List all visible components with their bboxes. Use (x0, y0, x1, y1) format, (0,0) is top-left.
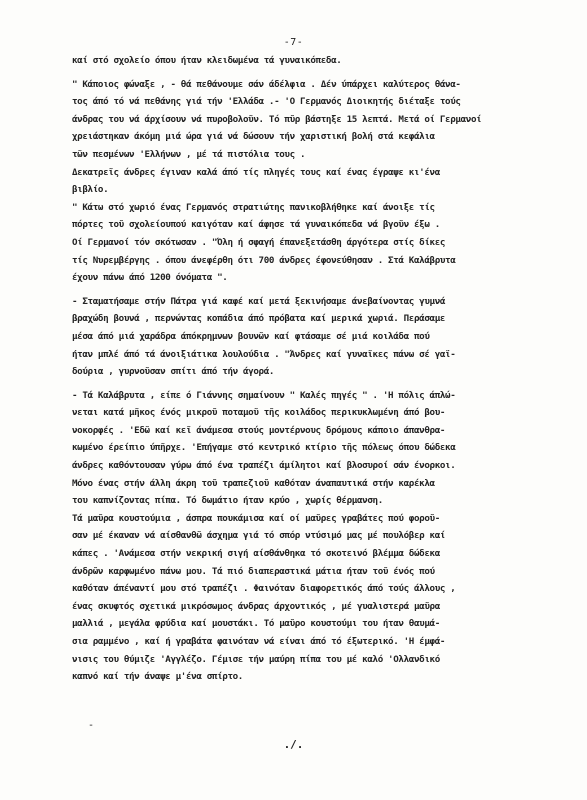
text-line: " Κάποιος φώναξε , - θά πεθάνουμε σάν άδέλφια . Δέν ύπάρχει καλύτερος θάνα- (72, 78, 461, 90)
text-line: χρειάστηκαν άκόμη μιά ώρα γιά νά δώσουν τήν χαριστική βολή στά κεφάλια (72, 131, 435, 143)
page-number: -7- (283, 37, 304, 48)
text-line: άνδρῶν καρφωμένο πάνω μου. Τά πιό διαπεραστικά μάτια ήταν τοῦ ένός πού (72, 565, 435, 577)
text-line: καθόταν άπέναντί μου στό τραπέζι . Φαινόταν διαφορετικός άπό τούς άλλους , (72, 583, 456, 595)
text-line: άνδρας του νά άρχίσουν νά πυροβολοῦν. Τό πῦρ βάστηξε 15 λεπτά. Μετά οί Γερμανοί (72, 113, 482, 125)
text-line: μέσα άπό μιά χαράδρα άπόκρημνων βουνῶν καί φτάσαμε σέ μιά κοιλάδα πού (72, 330, 430, 342)
text-line: τος άπό τό νά πεθάνης γιά τήν 'Ελλάδα .- 'Ο Γερμανός Διοικητής διέταξε τούς (72, 96, 461, 108)
text-line: ένας σκυφτός σχετικά μικρόσωμος άνδρας άρχοντικός , μέ γυαλιστερά μαῦρα (72, 600, 440, 612)
text-line: σια ραμμένο , καί ή γραβάτα φαινόταν νά είναι άπό τό έξωτερικό. 'Η έμφά- (72, 636, 446, 647)
text-line: Οί Γερμανοί τόν σκότωσαν . "Όλη ή σφαγή έπανεξετάσθη άργότερα στίς δίκες (72, 236, 446, 248)
footer-dash: - (88, 720, 95, 731)
text-line: καί στό σχολείο όπου ήταν κλειδωμένα τά γυναικόπεδα. (72, 55, 342, 66)
text-line: κωμένο έρείπιο ύπῆρχε. 'Επήγαμε στό κεντρικό κτίριο τῆς πόλεως όπου δώδεκα (72, 442, 456, 454)
text-line: δούρια , γυρνοῦσαν σπίτι άπό τήν άγορά. (72, 366, 275, 378)
text-line: έχουν πάνω άπό 1200 όνόματα ". (72, 272, 228, 284)
body-text (72, 52, 582, 686)
text-line: καπνό καί τήν άναψε μ'ένα σπίρτο. (72, 671, 243, 683)
text-line: νισις του θύμιζε 'Αγγλέζο. Γέμισε τήν μαύρη πίπα του μέ καλό 'Ολλανδικό (72, 653, 440, 665)
text-line: τίς Νυρεμβέργης . όπου άνεφέρθη ότι 700 άνδρες έφονεύθησαν . Στά Καλάβρυτα (72, 254, 456, 266)
text-line: νοκορφές . 'Εδῶ καί κεῖ άνάμεσα στούς μοντέρνους δρόμους κάποιο άπανθρα- (72, 424, 446, 436)
text-line: του καπνίζοντας πίπα. Τό δωμάτιο ήταν κρύο , χωρίς θέρμανση. (72, 495, 383, 507)
text-line: Τά μαῦρα κουστούμια , άσπρα πουκάμισα καί οί μαῦρες γραβάτες πού φοροῦ- (72, 512, 440, 524)
text-line: σαν μέ έκαναν νά αίσθανθῶ άσχημα γιά τό σπόρ ντύσιμό μας μέ πουλόβερ καί (72, 530, 446, 542)
text-line: ήταν μπλέ άπό τά άνοιξιάτικα λουλούδια . "Άνδρες καί γυναῖκες πάνω σέ γαϊ- (72, 348, 456, 360)
text-line: βιβλίο. (72, 184, 109, 196)
text-line: Μόνο ένας στήν άλλη άκρη τοῦ τραπεζιοῦ καθόταν άναπαυτικά στήν καρέκλα (72, 477, 435, 489)
text-line: βραχώδη βουνά , περνώντας κοπάδια άπό πρόβατα καί μερικά χωριά. Περάσαμε (72, 313, 446, 325)
text-line: τῶν πεσμένων 'Ελλήνων , μέ τά πιστόλια τους . (72, 148, 306, 160)
text-line: κάπες . 'Ανάμεσα στήν νεκρική σιγή αίσθάνθηκα τό σκοτεινό βλέμμα δώδεκα (72, 548, 440, 560)
continuation-mark: ./. (283, 738, 304, 751)
text-line: νεται κατά μῆκος ένός μικροῦ ποταμοῦ τῆς κοιλάδος περικυκλωμένη άπό βου- (72, 407, 446, 419)
text-line: - Τά Καλάβρυτα , είπε ό Γιάννης σημαίνουν " Καλές πηγές " . 'Η πόλις άπλώ- (72, 389, 456, 401)
text-line: πόρτες τοῦ σχολείουπού καιγόταν καί άφησε τά γυναικόπεδα νά βγοῦν έξω . (72, 219, 440, 231)
text-line: μαλλιά , μεγάλα φρύδια καί μουστάκι. Τό μαῦρο κουστούμι του ήταν θαυμά- (72, 618, 440, 630)
text-line: Δεκατρεῖς άνδρες έγιναν καλά άπό τίς πληγές τους καί ένας έγραψε κι'ένα (72, 166, 440, 178)
text-line: - Σταματήσαμε στήν Πάτρα γιά καφέ καί μετά ξεκινήσαμε άνεβαίνοντας γυμνά (72, 295, 446, 307)
text-line: " Κάτω στό χωριό ένας Γερμανός στρατιώτης πανικοβλήθηκε καί άνοιξε τίς (72, 201, 435, 213)
text-line: άνδρες καθόντουσαν γύρω άπό ένα τραπέζι άμίλητοι καί βλοσυροί σάν ένορκοι. (72, 460, 456, 472)
